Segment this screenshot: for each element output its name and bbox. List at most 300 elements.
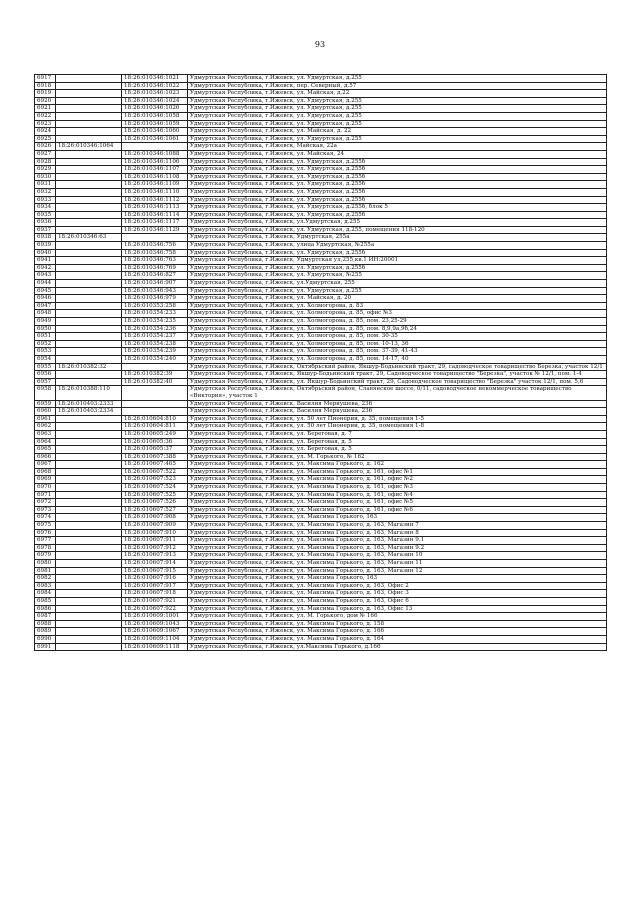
table-row bbox=[35, 280, 607, 288]
row-number-cell: 6919 bbox=[35, 90, 56, 98]
table-row bbox=[35, 620, 607, 628]
address-cell: Удмуртская Республика, г.Ижевск, ул.Максима Горького, д.166 bbox=[188, 643, 607, 651]
land-cadastral-number-cell bbox=[56, 590, 122, 598]
table-row bbox=[35, 386, 607, 400]
building-cadastral-number-cell: 18:26:010346:1114 bbox=[122, 211, 188, 219]
building-cadastral-number-cell: 18:26:010609:1067 bbox=[122, 628, 188, 636]
address-cell: Удмуртская Республика, г.Ижевск, ул. Майская, д.22 bbox=[188, 90, 607, 98]
table-row bbox=[35, 423, 607, 431]
table-row bbox=[35, 90, 607, 98]
address-cell: Удмуртская Республика, г.Ижевск, ул. Максима Горького, д. 162 bbox=[188, 461, 607, 469]
row-number-cell: 6989 bbox=[35, 628, 56, 636]
table-row bbox=[35, 597, 607, 605]
building-cadastral-number-cell: 18:26:010346:1022 bbox=[122, 82, 188, 90]
row-number-cell: 6968 bbox=[35, 468, 56, 476]
table-row bbox=[35, 143, 607, 151]
building-cadastral-number-cell: 18:26:010607:922 bbox=[122, 605, 188, 613]
land-cadastral-number-cell bbox=[56, 333, 122, 341]
address-cell: Удмуртская Республика, г.Ижевск, ул. Майская, д. 22 bbox=[188, 128, 607, 136]
row-number-cell: 6937 bbox=[35, 226, 56, 234]
land-cadastral-number-cell bbox=[56, 643, 122, 651]
row-number-cell: 6973 bbox=[35, 506, 56, 514]
building-cadastral-number-cell: 18:26:010607:916 bbox=[122, 575, 188, 583]
address-cell: Удмуртская Республика, г.Ижевск, ул. Максима Горького, д. 163, Магазин 7 bbox=[188, 522, 607, 530]
row-number-cell: 6943 bbox=[35, 272, 56, 280]
building-cadastral-number-cell: 18:26:010346:758 bbox=[122, 249, 188, 257]
row-number-cell: 6939 bbox=[35, 242, 56, 250]
land-cadastral-number-cell bbox=[56, 97, 122, 105]
table-row bbox=[35, 522, 607, 530]
address-cell: Удмуртская Республика, г.Ижевск, ул. Холмогорова, д. 85, пом. 30-35 bbox=[188, 333, 607, 341]
building-cadastral-number-cell: 18:26:010346:1061 bbox=[122, 135, 188, 143]
table-row bbox=[35, 499, 607, 507]
land-cadastral-number-cell bbox=[56, 499, 122, 507]
building-cadastral-number-cell bbox=[122, 400, 188, 408]
row-number-cell: 6947 bbox=[35, 302, 56, 310]
address-cell: Удмуртская Республика, г.Ижевск, ул. Якшур-Бодьинский тракт, 29, Садоводческое товарищество "Березка" участок 12/1, пом. 5,6 bbox=[188, 378, 607, 386]
land-cadastral-number-cell: 18:26:010346:1064 bbox=[56, 143, 122, 151]
row-number-cell: 6932 bbox=[35, 188, 56, 196]
building-cadastral-number-cell: 18:26:010354:233 bbox=[122, 310, 188, 318]
row-number-cell: 6956 bbox=[35, 371, 56, 379]
table-row bbox=[35, 150, 607, 158]
row-number-cell: 6927 bbox=[35, 150, 56, 158]
table-row bbox=[35, 491, 607, 499]
row-number-cell: 6920 bbox=[35, 97, 56, 105]
table-row bbox=[35, 400, 607, 408]
land-cadastral-number-cell bbox=[56, 522, 122, 530]
land-cadastral-number-cell bbox=[56, 529, 122, 537]
building-cadastral-number-cell: 18:26:010607:908 bbox=[122, 514, 188, 522]
row-number-cell: 6949 bbox=[35, 318, 56, 326]
building-cadastral-number-cell: 18:26:010346:763 bbox=[122, 257, 188, 265]
table-row bbox=[35, 135, 607, 143]
row-number-cell: 6969 bbox=[35, 476, 56, 484]
address-cell: Удмуртская Республика, г.Ижевск, ул. Холмогорова, д. 85, пом. 10-13, 36 bbox=[188, 340, 607, 348]
building-cadastral-number-cell: 18:26:010607:914 bbox=[122, 560, 188, 568]
address-cell: Удмуртская Республика, г.Ижевск, Октябрьский район, Славянское шоссе, 0/11, садоводческое некоммерческое товарищество «Виктория», участок 1 bbox=[188, 386, 607, 400]
table-row bbox=[35, 128, 607, 136]
land-cadastral-number-cell bbox=[56, 348, 122, 356]
table-row bbox=[35, 408, 607, 416]
land-cadastral-number-cell bbox=[56, 135, 122, 143]
address-cell: Удмуртская Республика, г.Ижевск, ул. Холмогорова, д. 85, пом. 8,9,9а,9б,24 bbox=[188, 325, 607, 333]
land-cadastral-number-cell bbox=[56, 211, 122, 219]
address-cell: Удмуртская Республика, г.Ижевск, Якшур-Бодьинский тракт, 29, Садоводческое товарищество "Березка", участок № 12/1, пом. 1-4 bbox=[188, 371, 607, 379]
table-row bbox=[35, 371, 607, 379]
address-cell: Удмуртская Республика, г.Ижевск, ул. Максима Горького, д. 163, Офис 2 bbox=[188, 582, 607, 590]
address-cell: Удмуртская Республика, г.Ижевск, ул. М. Горького, дом № 166 bbox=[188, 613, 607, 621]
table-row bbox=[35, 363, 607, 371]
building-cadastral-number-cell: 18:26:010346:1058 bbox=[122, 112, 188, 120]
table-row bbox=[35, 415, 607, 423]
building-cadastral-number-cell: 18:26:010607:525 bbox=[122, 491, 188, 499]
address-cell: Удмуртская Республика, г.Ижевск, ул. Максима Горького, 163 bbox=[188, 575, 607, 583]
table-row bbox=[35, 158, 607, 166]
address-cell: Удмуртская Республика, г.Ижевск, ул. 50 лет Пионерии, д. 35, помещения 1-5 bbox=[188, 415, 607, 423]
row-number-cell: 6917 bbox=[35, 75, 56, 83]
row-number-cell: 6954 bbox=[35, 355, 56, 363]
table-row bbox=[35, 173, 607, 181]
building-cadastral-number-cell: 18:26:010607:522 bbox=[122, 468, 188, 476]
building-cadastral-number-cell: 18:26:010354:235 bbox=[122, 318, 188, 326]
address-cell: Удмуртская Республика, г.Ижевск, Василия Меркушева, 236 bbox=[188, 408, 607, 416]
table-row bbox=[35, 302, 607, 310]
building-cadastral-number-cell bbox=[122, 363, 188, 371]
row-number-cell: 6977 bbox=[35, 537, 56, 545]
land-cadastral-number-cell bbox=[56, 310, 122, 318]
row-number-cell: 6953 bbox=[35, 348, 56, 356]
address-cell: Удмуртская Республика, г.Ижевск, ул. Майская, 24 bbox=[188, 150, 607, 158]
land-cadastral-number-cell bbox=[56, 613, 122, 621]
table-row bbox=[35, 82, 607, 90]
table-row bbox=[35, 287, 607, 295]
address-cell: Удмуртская Республика, г.Ижевск, ул. Удмуртская, д.255б bbox=[188, 158, 607, 166]
row-number-cell: 6918 bbox=[35, 82, 56, 90]
address-cell: Удмуртская Республика, г.Ижевск, ул. Холмогорова, д. 85, пом. 14-17, 40 bbox=[188, 355, 607, 363]
land-cadastral-number-cell bbox=[56, 491, 122, 499]
row-number-cell: 6987 bbox=[35, 613, 56, 621]
land-cadastral-number-cell bbox=[56, 249, 122, 257]
row-number-cell: 6988 bbox=[35, 620, 56, 628]
row-number-cell: 6970 bbox=[35, 484, 56, 492]
address-cell: Удмуртская Республика, г.Ижевск, ул. Береговая, д. 7 bbox=[188, 430, 607, 438]
building-cadastral-number-cell: 18:26:010354:236 bbox=[122, 325, 188, 333]
land-cadastral-number-cell bbox=[56, 552, 122, 560]
building-cadastral-number-cell: 18:26:010609:1043 bbox=[122, 620, 188, 628]
building-cadastral-number-cell: 18:26:010607:527 bbox=[122, 506, 188, 514]
table-row bbox=[35, 575, 607, 583]
land-cadastral-number-cell bbox=[56, 82, 122, 90]
address-cell: Удмуртская Республика, г.Ижевск, ул. Максима Горького, д. 163, Магазин 8 bbox=[188, 529, 607, 537]
address-cell: Удмуртская Республика, г.Ижевск, ул. Удмуртская, д.255 bbox=[188, 120, 607, 128]
land-cadastral-number-cell bbox=[56, 318, 122, 326]
land-cadastral-number-cell bbox=[56, 484, 122, 492]
table-row bbox=[35, 590, 607, 598]
land-cadastral-number-cell bbox=[56, 628, 122, 636]
land-cadastral-number-cell bbox=[56, 302, 122, 310]
row-number-cell: 6967 bbox=[35, 461, 56, 469]
row-number-cell: 6935 bbox=[35, 211, 56, 219]
address-cell: Удмуртская Республика, г.Ижевск, ул. Максима Горького, д. 161, офис №5 bbox=[188, 499, 607, 507]
row-number-cell: 6985 bbox=[35, 597, 56, 605]
land-cadastral-number-cell: 18:26:010403:2333 bbox=[56, 400, 122, 408]
registry-body bbox=[35, 75, 607, 651]
row-number-cell: 6922 bbox=[35, 112, 56, 120]
table-row bbox=[35, 75, 607, 83]
table-row bbox=[35, 438, 607, 446]
row-number-cell: 6963 bbox=[35, 430, 56, 438]
address-cell: Удмуртская Республика, г.Ижевск, ул. Максима Горького, д. 161, офис №4 bbox=[188, 491, 607, 499]
row-number-cell: 6975 bbox=[35, 522, 56, 530]
address-cell: Удмуртская Республика, г.Ижевск, ул. Максима Горького, д. 161, офис №3 bbox=[188, 484, 607, 492]
row-number-cell: 6981 bbox=[35, 567, 56, 575]
address-cell: Удмуртская Республика, г.Ижевск, ул. Холмогорова, д. 85, пом. 23,25-29 bbox=[188, 318, 607, 326]
land-cadastral-number-cell bbox=[56, 476, 122, 484]
table-row bbox=[35, 188, 607, 196]
building-cadastral-number-cell: 18:26:010346:1129 bbox=[122, 226, 188, 234]
land-cadastral-number-cell bbox=[56, 150, 122, 158]
building-cadastral-number-cell: 18:26:010346:1108 bbox=[122, 173, 188, 181]
row-number-cell: 6984 bbox=[35, 590, 56, 598]
table-row bbox=[35, 552, 607, 560]
land-cadastral-number-cell bbox=[56, 423, 122, 431]
building-cadastral-number-cell: 18:26:010604:811 bbox=[122, 423, 188, 431]
building-cadastral-number-cell: 18:26:010346:1110 bbox=[122, 188, 188, 196]
land-cadastral-number-cell bbox=[56, 582, 122, 590]
address-cell: Удмуртская Республика, г.Ижевск, ул. Удмуртская, д.255б, блок 5 bbox=[188, 204, 607, 212]
table-row bbox=[35, 196, 607, 204]
row-number-cell: 6923 bbox=[35, 120, 56, 128]
row-number-cell: 6991 bbox=[35, 643, 56, 651]
address-cell: Удмуртская Республика, г.Ижевск, ул. Максима Горького, 163 bbox=[188, 514, 607, 522]
row-number-cell: 6933 bbox=[35, 196, 56, 204]
table-row bbox=[35, 446, 607, 454]
table-row bbox=[35, 560, 607, 568]
row-number-cell: 6962 bbox=[35, 423, 56, 431]
row-number-cell: 6960 bbox=[35, 408, 56, 416]
land-cadastral-number-cell bbox=[56, 430, 122, 438]
row-number-cell: 6964 bbox=[35, 438, 56, 446]
land-cadastral-number-cell bbox=[56, 188, 122, 196]
table-row bbox=[35, 226, 607, 234]
row-number-cell: 6955 bbox=[35, 363, 56, 371]
table-row bbox=[35, 567, 607, 575]
table-row bbox=[35, 264, 607, 272]
row-number-cell: 6971 bbox=[35, 491, 56, 499]
land-cadastral-number-cell bbox=[56, 242, 122, 250]
building-cadastral-number-cell: 18:26:010607:910 bbox=[122, 529, 188, 537]
building-cadastral-number-cell: 18:26:010353:258 bbox=[122, 302, 188, 310]
land-cadastral-number-cell bbox=[56, 196, 122, 204]
address-cell: Удмуртская Республика, г.Ижевск, ул. Максима Горького, д. 163, Магазин 11 bbox=[188, 560, 607, 568]
row-number-cell: 6972 bbox=[35, 499, 56, 507]
row-number-cell: 6976 bbox=[35, 529, 56, 537]
address-cell: Удмуртская Республика, г.Ижевск, ул. Удмуртская, д.255б bbox=[188, 166, 607, 174]
building-cadastral-number-cell: 18:26:010346:1088 bbox=[122, 150, 188, 158]
building-cadastral-number-cell: 18:26:010346:1113 bbox=[122, 204, 188, 212]
address-cell: Удмуртская Республика, г.Ижевск, ул. Майская, д. 20 bbox=[188, 295, 607, 303]
row-number-cell: 6946 bbox=[35, 295, 56, 303]
address-cell: Удмуртская Республика, г.Ижевск, ул. Удмуртская, д.255 bbox=[188, 105, 607, 113]
row-number-cell: 6950 bbox=[35, 325, 56, 333]
land-cadastral-number-cell bbox=[56, 371, 122, 379]
land-cadastral-number-cell bbox=[56, 378, 122, 386]
row-number-cell: 6986 bbox=[35, 605, 56, 613]
land-cadastral-number-cell bbox=[56, 560, 122, 568]
land-cadastral-number-cell bbox=[56, 280, 122, 288]
building-cadastral-number-cell bbox=[122, 143, 188, 151]
building-cadastral-number-cell: 18:26:010382:40 bbox=[122, 378, 188, 386]
land-cadastral-number-cell bbox=[56, 468, 122, 476]
land-cadastral-number-cell bbox=[56, 204, 122, 212]
land-cadastral-number-cell bbox=[56, 295, 122, 303]
row-number-cell: 6965 bbox=[35, 446, 56, 454]
building-cadastral-number-cell bbox=[122, 408, 188, 416]
building-cadastral-number-cell: 18:26:010607:909 bbox=[122, 522, 188, 530]
land-cadastral-number-cell bbox=[56, 355, 122, 363]
building-cadastral-number-cell: 18:26:010607:465 bbox=[122, 461, 188, 469]
land-cadastral-number-cell: 18:26:010403:2334 bbox=[56, 408, 122, 416]
land-cadastral-number-cell: 18:26:010346:63 bbox=[56, 234, 122, 242]
address-cell: Удмуртская Республика, г.Ижевск, ул. Максима Горького, д. 163, Офис 13 bbox=[188, 605, 607, 613]
address-cell: Удмуртская Республика, г.Ижевск, Василия Меркушева, 236 bbox=[188, 400, 607, 408]
building-cadastral-number-cell: 18:26:010346:1026 bbox=[122, 105, 188, 113]
land-cadastral-number-cell bbox=[56, 75, 122, 83]
land-cadastral-number-cell bbox=[56, 446, 122, 454]
building-cadastral-number-cell: 18:26:010346:1060 bbox=[122, 128, 188, 136]
table-row bbox=[35, 325, 607, 333]
land-cadastral-number-cell: 18:26:010388:110 bbox=[56, 386, 122, 400]
table-row bbox=[35, 97, 607, 105]
address-cell: Удмуртская Республика, г.Ижевск, ул. Удмуртская, д.255б bbox=[188, 211, 607, 219]
building-cadastral-number-cell: 18:26:010354:239 bbox=[122, 348, 188, 356]
land-cadastral-number-cell bbox=[56, 514, 122, 522]
table-row bbox=[35, 105, 607, 113]
land-cadastral-number-cell: 18:26:010382:32 bbox=[56, 363, 122, 371]
building-cadastral-number-cell: 18:26:010607:921 bbox=[122, 597, 188, 605]
address-cell: Удмуртская Республика, г.Ижевск, ул. Максима Горького, д. 163, Магазин 9.1 bbox=[188, 537, 607, 545]
row-number-cell: 6983 bbox=[35, 582, 56, 590]
land-cadastral-number-cell bbox=[56, 325, 122, 333]
table-row bbox=[35, 643, 607, 651]
table-row bbox=[35, 613, 607, 621]
row-number-cell: 6924 bbox=[35, 128, 56, 136]
building-cadastral-number-cell: 18:26:010346:1021 bbox=[122, 75, 188, 83]
address-cell: Удмуртская Республика, г.Ижевск, ул. Максима Горького, д. 163, Магазин 10 bbox=[188, 552, 607, 560]
row-number-cell: 6945 bbox=[35, 287, 56, 295]
row-number-cell: 6934 bbox=[35, 204, 56, 212]
row-number-cell: 6938 bbox=[35, 234, 56, 242]
row-number-cell: 6978 bbox=[35, 544, 56, 552]
row-number-cell: 6930 bbox=[35, 173, 56, 181]
address-cell: Удмуртская Республика, г.Ижевск, ул. Максима Горького, д. 166 bbox=[188, 628, 607, 636]
table-row bbox=[35, 234, 607, 242]
row-number-cell: 6931 bbox=[35, 181, 56, 189]
building-cadastral-number-cell: 18:26:010346:1109 bbox=[122, 181, 188, 189]
table-row bbox=[35, 484, 607, 492]
building-cadastral-number-cell: 18:26:010607:912 bbox=[122, 544, 188, 552]
address-cell: Удмуртская Республика, г.Ижевск, ул.Удмуртская, 255 bbox=[188, 280, 607, 288]
building-cadastral-number-cell: 18:26:010607:524 bbox=[122, 484, 188, 492]
row-number-cell: 6952 bbox=[35, 340, 56, 348]
building-cadastral-number-cell: 18:26:010346:1107 bbox=[122, 166, 188, 174]
table-row bbox=[35, 204, 607, 212]
table-row bbox=[35, 635, 607, 643]
address-cell: Удмуртская Республика, г.Ижевск, ул. Береговая, д. 5 bbox=[188, 446, 607, 454]
land-cadastral-number-cell bbox=[56, 415, 122, 423]
land-cadastral-number-cell bbox=[56, 567, 122, 575]
building-cadastral-number-cell: 18:26:010607:526 bbox=[122, 499, 188, 507]
building-cadastral-number-cell: 18:26:010346:943 bbox=[122, 287, 188, 295]
row-number-cell: 6929 bbox=[35, 166, 56, 174]
land-cadastral-number-cell bbox=[56, 453, 122, 461]
land-cadastral-number-cell bbox=[56, 173, 122, 181]
address-cell: Удмуртская Республика, г.Ижевск, ул. Холмогорова, д. 85, офис №3 bbox=[188, 310, 607, 318]
address-cell: Удмуртская Республика, г.Ижевск, ул. 50 лет Пионерии, д. 35, помещения 1-8 bbox=[188, 423, 607, 431]
building-cadastral-number-cell: 18:26:010607:915 bbox=[122, 567, 188, 575]
row-number-cell: 6951 bbox=[35, 333, 56, 341]
building-cadastral-number-cell: 18:26:010382:39 bbox=[122, 371, 188, 379]
row-number-cell: 6957 bbox=[35, 378, 56, 386]
address-cell: Удмуртская Республика, г.Ижевск, ул. Холмогорова, д. 83 bbox=[188, 302, 607, 310]
building-cadastral-number-cell: 18:26:010346:756 bbox=[122, 242, 188, 250]
building-cadastral-number-cell: 18:26:010607:523 bbox=[122, 476, 188, 484]
address-cell: Удмуртская Республика, г.Ижевск, пер. Северный, д.57 bbox=[188, 82, 607, 90]
building-cadastral-number-cell: 18:26:010346:827 bbox=[122, 272, 188, 280]
address-cell: Удмуртская Республика, г.Ижевск, ул. Максима Горького, д. 164 bbox=[188, 635, 607, 643]
address-cell: Удмуртская Республика, г.Ижевск, ул. Максима Горького, д. 163, Офис 3 bbox=[188, 590, 607, 598]
land-cadastral-number-cell bbox=[56, 257, 122, 265]
row-number-cell: 6936 bbox=[35, 219, 56, 227]
page-number: 93 bbox=[314, 40, 326, 49]
address-cell: Удмуртская Республика, г.Ижевск, ул. Удмуртская, д.255б bbox=[188, 173, 607, 181]
address-cell: Удмуртская Республика, г.Ижевск, ул. Удмуртская, д.255б bbox=[188, 181, 607, 189]
land-cadastral-number-cell bbox=[56, 597, 122, 605]
row-number-cell: 6926 bbox=[35, 143, 56, 151]
table-row bbox=[35, 348, 607, 356]
table-row bbox=[35, 181, 607, 189]
address-cell: Удмуртская Республика, г.Ижевск, ул. Удмуртская, №255 bbox=[188, 272, 607, 280]
row-number-cell: 6959 bbox=[35, 400, 56, 408]
land-cadastral-number-cell bbox=[56, 90, 122, 98]
table-row bbox=[35, 355, 607, 363]
building-cadastral-number-cell: 18:26:010607:917 bbox=[122, 582, 188, 590]
address-cell: Удмуртская Республика, г.Ижевск, ул. Удмуртская, д.255 bbox=[188, 287, 607, 295]
building-cadastral-number-cell: 18:26:010605:36 bbox=[122, 438, 188, 446]
address-cell: Удмуртская Республика, г.Ижевск, ул. Максима Горького, д. 161, офис №1 bbox=[188, 468, 607, 476]
table-row bbox=[35, 582, 607, 590]
row-number-cell: 6966 bbox=[35, 453, 56, 461]
land-cadastral-number-cell bbox=[56, 120, 122, 128]
building-cadastral-number-cell: 18:26:010604:810 bbox=[122, 415, 188, 423]
address-cell: Удмуртская Республика, г.Ижевск, Майская, 22а bbox=[188, 143, 607, 151]
land-cadastral-number-cell bbox=[56, 264, 122, 272]
row-number-cell: 6941 bbox=[35, 257, 56, 265]
table-row bbox=[35, 506, 607, 514]
table-row bbox=[35, 295, 607, 303]
property-registry-table bbox=[34, 74, 607, 651]
address-cell: Удмуртская Республика, г.Ижевск, ул. Максима Горького, д. 163, Магазин 12 bbox=[188, 567, 607, 575]
address-cell: Удмуртская Республика, г.Ижевск, ул. Удмуртская, д.255 bbox=[188, 135, 607, 143]
building-cadastral-number-cell: 18:26:010346:907 bbox=[122, 280, 188, 288]
table-row bbox=[35, 461, 607, 469]
row-number-cell: 6948 bbox=[35, 310, 56, 318]
table-row bbox=[35, 272, 607, 280]
land-cadastral-number-cell bbox=[56, 340, 122, 348]
building-cadastral-number-cell: 18:26:010346:1024 bbox=[122, 97, 188, 105]
table-row bbox=[35, 249, 607, 257]
building-cadastral-number-cell: 18:26:010354:240 bbox=[122, 355, 188, 363]
building-cadastral-number-cell: 18:26:010346:1023 bbox=[122, 90, 188, 98]
row-number-cell: 6974 bbox=[35, 514, 56, 522]
address-cell: Удмуртская Республика, г.Ижевск, ул. Максима Горького, д. 163, Офис 6 bbox=[188, 597, 607, 605]
row-number-cell: 6990 bbox=[35, 635, 56, 643]
address-cell: Удмуртская Республика, г.Ижевск, Октябрьский район, Якшур-Бодьинский тракт, 29, садоводческое товарищество Березка, участок 12/1 bbox=[188, 363, 607, 371]
building-cadastral-number-cell: 18:26:010605:37 bbox=[122, 446, 188, 454]
row-number-cell: 6940 bbox=[35, 249, 56, 257]
table-row bbox=[35, 514, 607, 522]
table-row bbox=[35, 219, 607, 227]
row-number-cell: 6921 bbox=[35, 105, 56, 113]
address-cell: Удмуртская Республика, г.Ижевск, ул. Удмуртская, д.255б bbox=[188, 249, 607, 257]
row-number-cell: 6925 bbox=[35, 135, 56, 143]
row-number-cell: 6982 bbox=[35, 575, 56, 583]
land-cadastral-number-cell bbox=[56, 575, 122, 583]
building-cadastral-number-cell bbox=[122, 386, 188, 400]
address-cell: Удмуртская Республика, г.Ижевск, ул. Холмогорова, д. 85, пом. 37-39, 41-43 bbox=[188, 348, 607, 356]
table-row bbox=[35, 537, 607, 545]
